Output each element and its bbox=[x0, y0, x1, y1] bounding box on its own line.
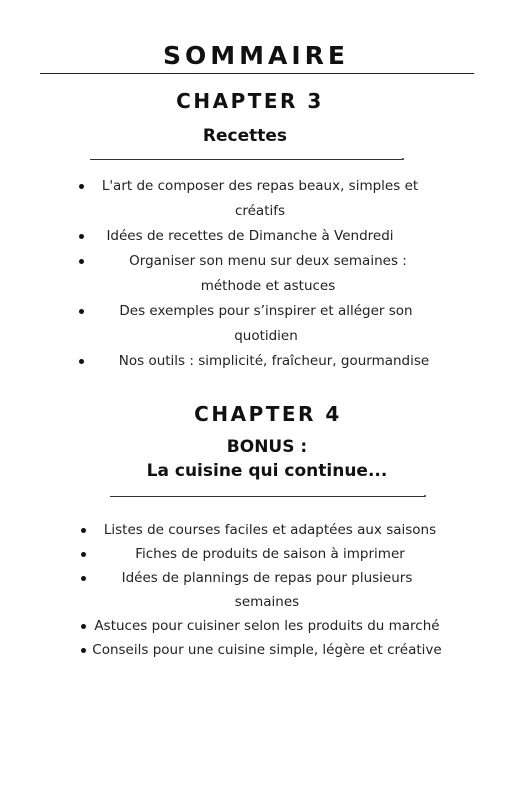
bullet-icon bbox=[79, 309, 84, 314]
bullet-icon bbox=[79, 359, 84, 364]
chapter-3-heading: CHAPTER 3 bbox=[176, 89, 324, 113]
page-title: SOMMAIRE bbox=[163, 41, 349, 70]
bullet-icon bbox=[79, 259, 84, 264]
list-item bbox=[74, 249, 462, 299]
bullet-icon bbox=[79, 184, 84, 189]
list-item bbox=[76, 566, 448, 614]
title-divider bbox=[40, 73, 474, 74]
list-item-text: Idées de plannings de repas pour plusieurs semaines bbox=[121, 570, 413, 610]
bullet-icon bbox=[81, 624, 86, 629]
list-item-text: Idées de recettes de Dimanche à Vendredi bbox=[106, 228, 394, 244]
list-item bbox=[74, 349, 462, 374]
chapter-4-bonus-label: BONUS : bbox=[226, 437, 308, 457]
list-item-text: Listes de courses faciles et adaptées aux saisons bbox=[103, 522, 437, 538]
chapter-4-list bbox=[76, 518, 448, 662]
list-item bbox=[76, 638, 448, 662]
list-item-text: Conseils pour une cuisine simple, légère et créative bbox=[92, 642, 442, 658]
chapter-4-heading: CHAPTER 4 bbox=[194, 402, 342, 426]
bullet-icon bbox=[79, 234, 84, 239]
chapter-3-subtitle: Recettes bbox=[202, 126, 288, 146]
list-item bbox=[76, 542, 448, 566]
bullet-icon bbox=[81, 648, 86, 653]
list-item bbox=[74, 299, 462, 349]
chapter-3-list bbox=[74, 174, 462, 374]
list-item-text: Fiches de produits de saison à imprimer bbox=[135, 546, 405, 562]
list-item-text: L'art de composer des repas beaux, simples et créatifs bbox=[101, 178, 419, 219]
list-item-text: Organiser son menu sur deux semaines : méthode et astuces bbox=[129, 253, 407, 294]
list-item bbox=[74, 224, 462, 249]
list-item-text: Nos outils : simplicité, fraîcheur, gourmandise bbox=[118, 353, 430, 369]
chapter-4-divider bbox=[110, 496, 425, 497]
chapter-4-subtitle: La cuisine qui continue... bbox=[146, 461, 388, 481]
bullet-icon bbox=[81, 528, 86, 533]
list-item-text: Astuces pour cuisiner selon les produits du marché bbox=[94, 618, 440, 634]
list-item bbox=[74, 174, 462, 224]
chapter-3-divider bbox=[90, 159, 403, 160]
bullet-icon bbox=[81, 576, 86, 581]
list-item bbox=[76, 614, 448, 638]
list-item-text: Des exemples pour s’inspirer et alléger son quotidien bbox=[119, 303, 413, 344]
list-item bbox=[76, 518, 448, 542]
bullet-icon bbox=[81, 552, 86, 557]
